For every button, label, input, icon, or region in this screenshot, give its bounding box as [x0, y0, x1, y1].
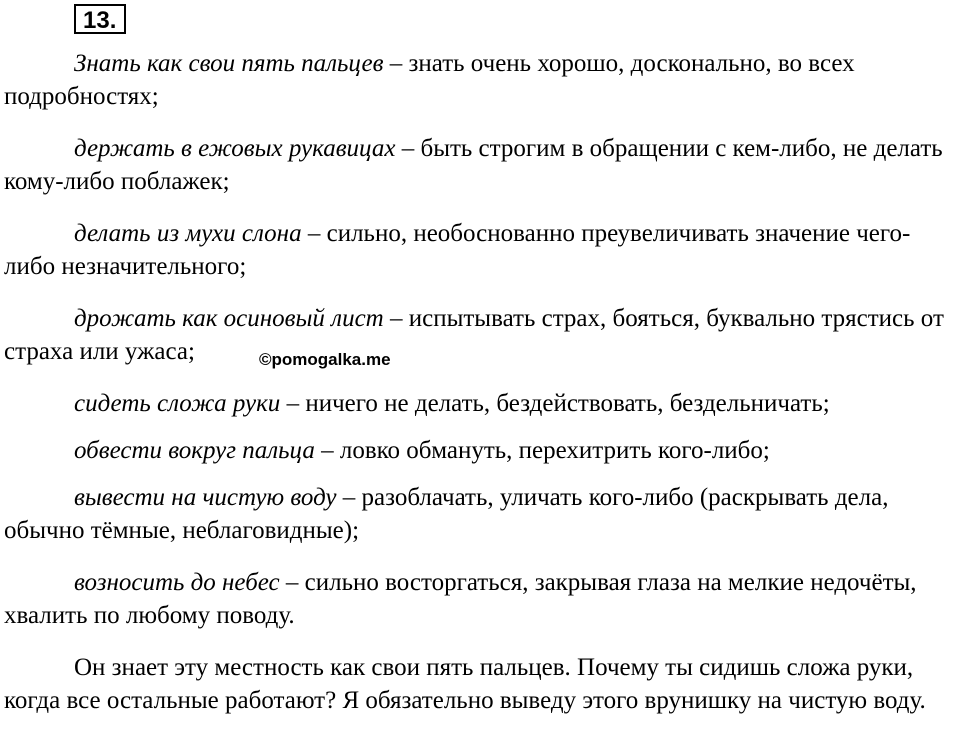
definition-paragraph [4, 434, 956, 467]
definition-paragraph [4, 481, 956, 547]
idiom-text: делать из мухи слона [74, 220, 302, 247]
idiom-meaning: – ловко обмануть, перехитрить кого-либо; [314, 437, 770, 464]
idiom-meaning: – знать очень хорошо, досконально, во всех подробностях; [4, 50, 855, 110]
idiom-meaning: – ничего не делать, бездействовать, бездельничать; [280, 390, 830, 417]
watermark-text: ©pomogalka.me [259, 350, 391, 369]
definition-paragraph [4, 302, 956, 368]
idiom-text: сидеть сложа руки [74, 390, 281, 417]
definition-paragraph [4, 566, 956, 632]
exercise-number: 13. [74, 4, 126, 34]
idiom-text: дрожать как осиновый лист [74, 305, 384, 332]
idiom-meaning: – разоблачать, уличать кого-либо (раскрывать дела, обычно тёмные, неблаговидные); [4, 484, 889, 544]
idiom-meaning: – сильно восторгаться, закрывая глаза на мелкие недочёты, хвалить по любому поводу. [4, 569, 917, 629]
definition-paragraph [4, 132, 956, 198]
idiom-text: возносить до небес [74, 569, 280, 596]
idiom-text: вывести на чистую воду [74, 484, 337, 511]
idiom-text: обвести вокруг пальца [74, 437, 315, 464]
idiom-meaning: – испытывать страх, бояться, буквально трястись от страха или ужаса; [4, 305, 944, 365]
idiom-text: Знать как свои пять пальцев [74, 50, 384, 77]
idiom-meaning: – сильно, необоснованно преувеличивать значение чего-либо незначительного; [4, 220, 911, 280]
idiom-text: держать в ежовых рукавицах [74, 135, 396, 162]
idiom-meaning: – быть строгим в обращении с кем-либо, не делать кому-либо поблажек; [4, 135, 943, 195]
definition-paragraph [4, 217, 956, 283]
exercise-content [4, 47, 956, 736]
definition-paragraph [4, 47, 956, 113]
example-paragraph: Он знает эту местность как свои пять пальцев. Почему ты сидишь сложа руки, когда все остальные работают? Я обязательно выведу этого врунишку на чистую воду. [4, 654, 926, 714]
definition-paragraph [4, 387, 956, 420]
